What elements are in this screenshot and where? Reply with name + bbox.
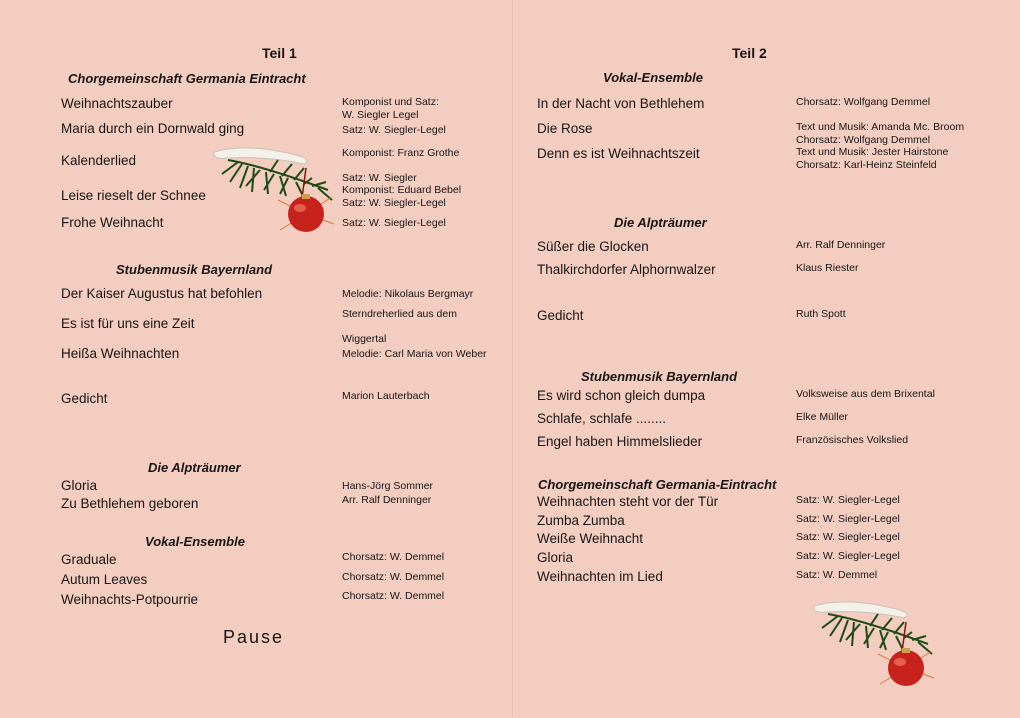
program-item-credit: Chorsatz: W. Demmel — [342, 551, 445, 563]
credit-line: Satz: W. Siegler-Legel — [342, 196, 446, 209]
credit-line: Chorsatz: Wolfgang Demmel — [796, 133, 931, 146]
program-item-credit: Satz: W. Siegler-Legel — [342, 217, 446, 229]
program-item-credit: Satz: W. Siegler-Legel — [796, 494, 900, 506]
program-item-credit — [342, 184, 461, 209]
credit-line: Text und Musik: Jester Hairstone — [796, 146, 949, 158]
program-item-title: Gedicht — [537, 308, 584, 323]
program-item-title: Gloria — [537, 550, 574, 565]
program-item-title: Die Rose — [537, 121, 593, 136]
credit-line: Wiggertal — [342, 333, 387, 345]
program-item-title: Gloria — [61, 478, 98, 493]
part1-group-stubenmusik: Stubenmusik Bayernland — [116, 262, 273, 277]
program-item-credit: Satz: W. Siegler-Legel — [796, 531, 900, 543]
part1-heading: Teil 1 — [262, 45, 297, 61]
program-item-credit — [342, 96, 439, 121]
program-item-title: Thalkirchdorfer Alphornwalzer — [537, 262, 716, 277]
program-item-title: Heißa Weihnachten — [61, 346, 180, 361]
part2-group-stubenmusik: Stubenmusik Bayernland — [581, 369, 738, 384]
credit-line: Chorsatz: Karl-Heinz Steinfeld — [796, 158, 937, 171]
program-item-title: Weiße Weihnacht — [537, 531, 644, 546]
program-item-credit — [342, 308, 457, 346]
program-item-title: Kalenderlied — [61, 153, 137, 168]
program-item-credit: Französisches Volkslied — [796, 434, 909, 446]
intermission-label: Pause — [223, 627, 285, 647]
program-item-credit: Satz: W. Siegler-Legel — [796, 550, 900, 562]
page-fold — [512, 0, 514, 718]
part2-group-chorgemeinschaft: Chorgemeinschaft Germania-Eintracht — [538, 477, 777, 492]
credit-line: Satz: W. Siegler — [342, 172, 417, 184]
program-item-credit — [796, 121, 964, 171]
program-item-title: In der Nacht von Bethlehem — [537, 96, 705, 111]
program-item-title: Schlafe, schlafe ........ — [537, 411, 667, 426]
program-item-credit — [342, 147, 459, 185]
program-item-credit: Chorsatz: W. Demmel — [342, 571, 445, 583]
program-item-title: Weihnachts-Potpourrie — [61, 592, 199, 607]
program-item-credit: Chorsatz: W. Demmel — [342, 590, 445, 602]
program-item-title: Autum Leaves — [61, 572, 148, 587]
program-item-title: Engel haben Himmelslieder — [537, 434, 703, 449]
program-item-credit: Melodie: Nikolaus Bergmayr — [342, 288, 474, 300]
credit-line: Komponist und Satz: — [342, 96, 439, 108]
program-item-credit: Satz: W. Siegler-Legel — [796, 513, 900, 525]
program-item-credit: Volksweise aus dem Brixental — [796, 388, 935, 400]
program-item-credit: Marion Lauterbach — [342, 390, 430, 402]
pine-branch-ornament-icon — [808, 592, 938, 692]
program-item-title: Gedicht — [61, 391, 108, 406]
program-item-title: Es wird schon gleich dumpa — [537, 388, 706, 403]
credit-line: Sterndreherlied aus dem — [342, 308, 457, 320]
program-item-title: Frohe Weihnacht — [61, 215, 164, 230]
program-item-title: Leise rieselt der Schnee — [61, 188, 206, 203]
credit-line: W. Siegler Legel — [342, 108, 419, 121]
part1-group-chorgemeinschaft: Chorgemeinschaft Germania Eintracht — [68, 71, 306, 86]
program-item-title: Der Kaiser Augustus hat befohlen — [61, 286, 263, 301]
program-item-title: Maria durch ein Dornwald ging — [61, 121, 245, 136]
program-item-credit: Melodie: Carl Maria von Weber — [342, 348, 487, 360]
program-item-credit: Elke Müller — [796, 411, 848, 423]
program-item-title: Es ist für uns eine Zeit — [61, 316, 195, 331]
credit-line: Komponist: Franz Grothe — [342, 147, 460, 159]
program-item-credit: Hans-Jörg Sommer — [342, 480, 434, 492]
program-item-title: Zumba Zumba — [537, 513, 625, 528]
program-item-title: Weihnachten im Lied — [537, 569, 663, 584]
program-item-title: Graduale — [61, 552, 117, 567]
program-item-credit: Chorsatz: Wolfgang Demmel — [796, 96, 931, 108]
part1-group-alptraeumer: Die Alpträumer — [148, 460, 241, 475]
part2-group-alptraeumer: Die Alpträumer — [614, 215, 707, 230]
credit-line: Text und Musik: Amanda Mc. Broom — [796, 121, 965, 133]
program-item-credit: Klaus Riester — [796, 262, 859, 274]
program-item-credit: Satz: W. Demmel — [796, 569, 878, 581]
program-item-title: Zu Bethlehem geboren — [61, 496, 199, 511]
part2-group-vokal: Vokal-Ensemble — [603, 70, 703, 85]
program-item-title: Weihnachtszauber — [61, 96, 173, 111]
part1-group-vokal: Vokal-Ensemble — [145, 534, 245, 549]
program-item-credit: Satz: W. Siegler-Legel — [342, 124, 446, 136]
program-item-credit: Arr. Ralf Denninger — [342, 494, 432, 506]
credit-line: Komponist: Eduard Bebel — [342, 184, 462, 196]
program-item-title: Süßer die Glocken — [537, 239, 649, 254]
program-item-credit: Arr. Ralf Denninger — [796, 239, 886, 251]
pine-branch-ornament-icon — [208, 138, 338, 238]
program-item-title: Weihnachten steht vor der Tür — [537, 494, 719, 509]
program-item-title: Denn es ist Weihnachtszeit — [537, 146, 700, 161]
part2-heading: Teil 2 — [732, 45, 767, 61]
program-item-credit: Ruth Spott — [796, 308, 846, 320]
